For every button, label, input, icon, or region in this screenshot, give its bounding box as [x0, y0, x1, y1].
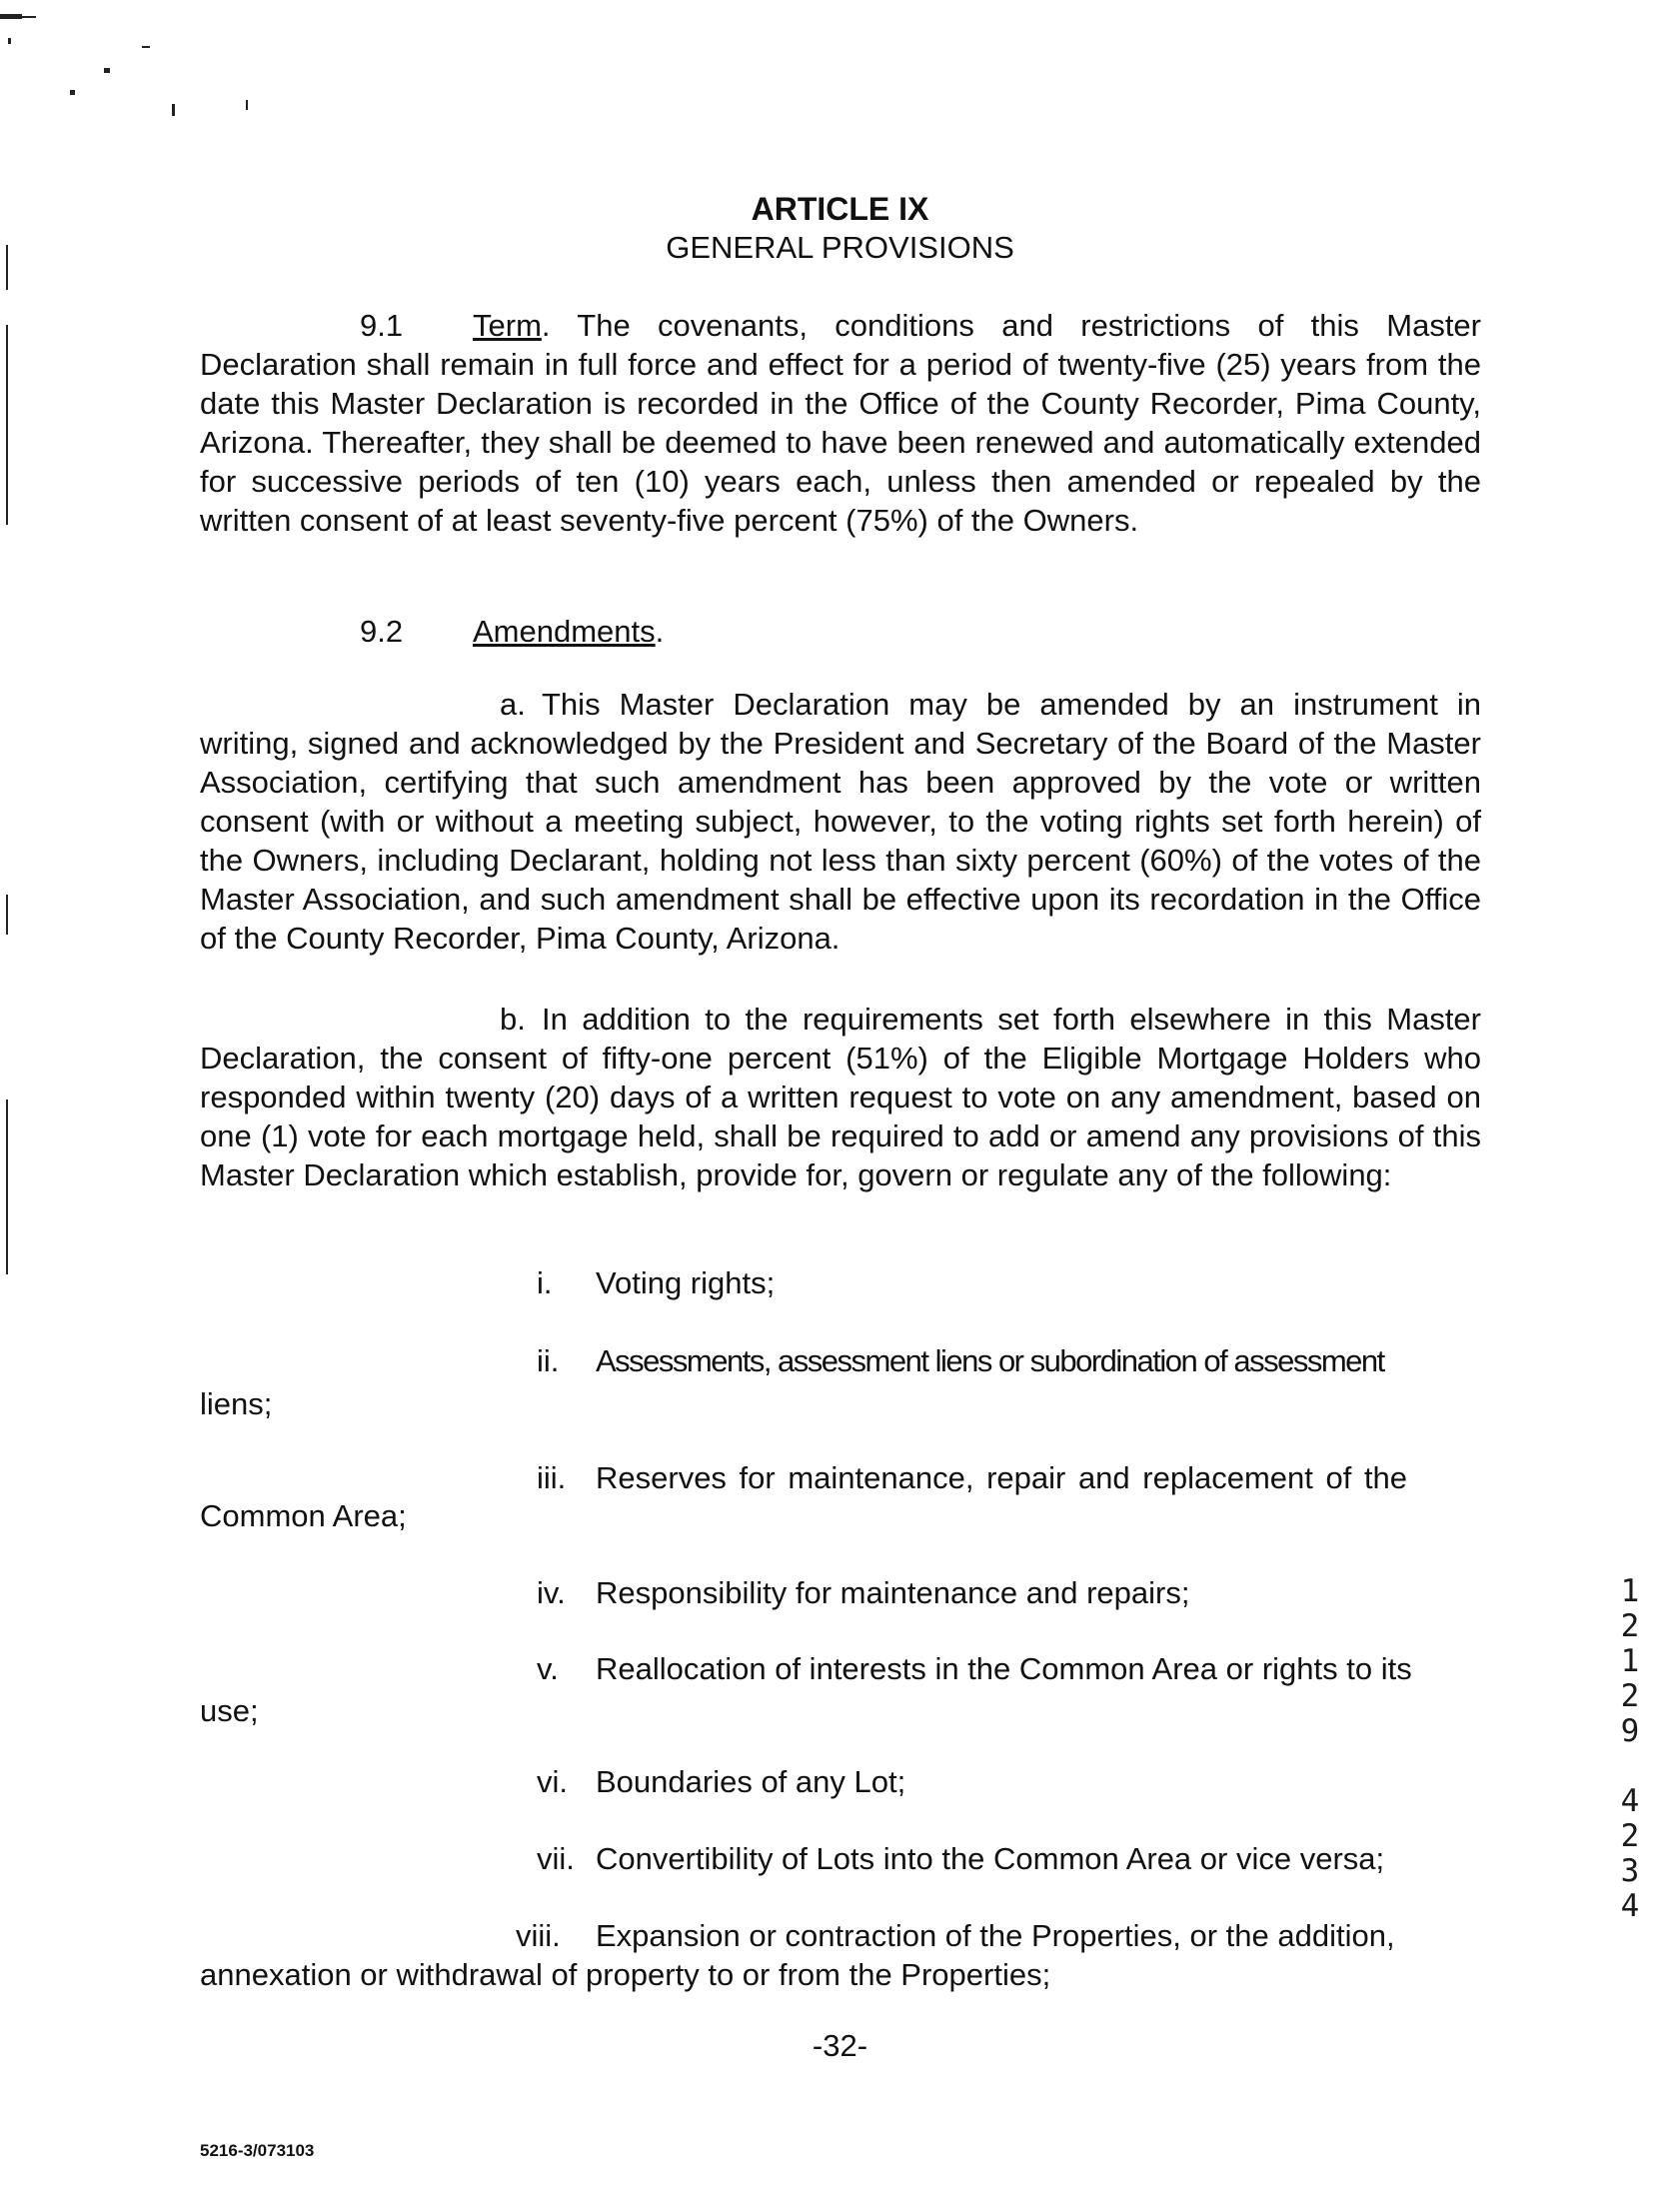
subsection-a [200, 685, 1481, 958]
list-continuation: liens; [200, 1386, 273, 1421]
stamp-digit: 3 [1620, 1853, 1640, 1889]
stamp-digit: 4 [1620, 1888, 1640, 1924]
margin-line [6, 1100, 8, 1274]
article-title: ARTICLE IX [751, 191, 929, 227]
list-text: Voting rights; [596, 1265, 776, 1300]
scan-speck [22, 16, 36, 18]
list-text: Reserves for maintenance, repair and replacement of the [596, 1460, 1408, 1495]
list-numeral: vii. [537, 1841, 575, 1876]
stamp-digit: 2 [1620, 1608, 1640, 1644]
list-numeral: ii. [537, 1343, 560, 1378]
list-text: Responsibility for maintenance and repairs; [596, 1575, 1190, 1610]
scan-speck [8, 38, 11, 44]
section-heading: Amendments [473, 614, 656, 649]
stamp-digit: 1 [1620, 1643, 1640, 1679]
document-id: 5216-3/073103 [200, 2141, 315, 2160]
scan-speck [246, 100, 248, 110]
list-text: Boundaries of any Lot; [596, 1764, 906, 1799]
list-text: Reallocation of interests in the Common Area or rights to its [596, 1651, 1412, 1686]
scan-speck [0, 14, 22, 19]
list-numeral: i. [537, 1265, 553, 1300]
scan-speck [142, 46, 150, 48]
list-numeral: viii. [516, 1918, 561, 1953]
stamp-digit: 1 [1620, 1573, 1640, 1609]
stamp-digit: 4 [1620, 1783, 1640, 1819]
stamp-digit: 2 [1620, 1678, 1640, 1714]
list-text: Convertibility of Lots into the Common Area or vice versa; [596, 1841, 1385, 1876]
page-number: -32- [812, 2028, 868, 2063]
scan-speck [70, 90, 75, 95]
scan-speck [104, 68, 110, 73]
subsection-text: In addition to the requirements set forth elsewhere in this Master Declaration, the consent of fifty-one percent (51%) of the Eligible Mortgage Holders who responded within twenty (20) days of a written request to vote on any amendment, based on one (1) vote for each mortgage held, shall be required to add or amend any provisions of this Master Declaration which establish, provide for, govern or regulate any of the following: [200, 1002, 1481, 1192]
stamp-digit: 9 [1620, 1713, 1640, 1749]
subsection-label: a. [500, 687, 526, 722]
section-text: The covenants, conditions and restrictions of this Master Declaration shall remain in full force and effect for a period of twenty-five (25) years from the date this Master Declaration is recorded in the Office of the County Recorder, Pima County, Arizona. Thereafter, they shall be deemed to have been renewed and automatically extended for successive periods of ten (10) years each, unless then amended or repealed by the written consent of at least seventy-five percent (75%) of the Owners. [200, 308, 1481, 538]
section-9-2: 9.2 Amendments. [360, 614, 665, 649]
list-continuation: annexation or withdrawal of property to or from the Properties; [200, 1957, 1051, 1992]
list-continuation: use; [200, 1693, 259, 1728]
subsection-text: This Master Declaration may be amended by an instrument in writing, signed and acknowledged by the President and Secretary of the Board of the Master Association, certifying that such amendment has been approved by the vote or written consent (with or without a meeting subject, however, to the voting rights set forth herein) of the Owners, including Declarant, holding not less than sixty percent (60%) of the votes of the Master Association, and such amendment shall be effective upon its recordation in the Office of the County Recorder, Pima County, Arizona. [200, 687, 1481, 956]
list-text: Assessments, assessment liens or subordination of assessment [596, 1343, 1384, 1378]
list-numeral: vi. [537, 1764, 568, 1799]
margin-line [6, 895, 8, 935]
section-9-1: 9.1 Term. The covenants, conditions and restrictions of this Master Declaration shall remain in full force and effect for a period of twenty-five (25) years from the date this Master Declaration is recorded in the Office of the County Recorder, Pima County, Arizona. Thereafter, they shall be deemed to have been renewed and automatically extended for successive periods of ten (10) years each, unless then amended or repealed by the written consent of at least seventy-five percent (75%) of the Owners. [200, 308, 1481, 538]
subsection-label: b. [500, 1002, 526, 1037]
recording-stamp [1614, 1574, 1646, 1924]
list-continuation: Common Area; [200, 1498, 407, 1533]
section-number: 9.1 [360, 308, 404, 343]
stamp-digit: 2 [1620, 1818, 1640, 1854]
scan-speck [172, 104, 175, 116]
margin-line [6, 325, 8, 525]
list-text: Expansion or contraction of the Properties, or the addition, [596, 1918, 1395, 1953]
list-numeral: iv. [537, 1575, 566, 1610]
section-heading: Term [473, 308, 542, 343]
list-numeral: v. [537, 1651, 559, 1686]
section-number: 9.2 [360, 614, 404, 649]
list-numeral: iii. [537, 1460, 567, 1495]
subsection-b [200, 1000, 1481, 1194]
article-subtitle: GENERAL PROVISIONS [666, 230, 1014, 265]
stamp-gap [1614, 1749, 1646, 1784]
